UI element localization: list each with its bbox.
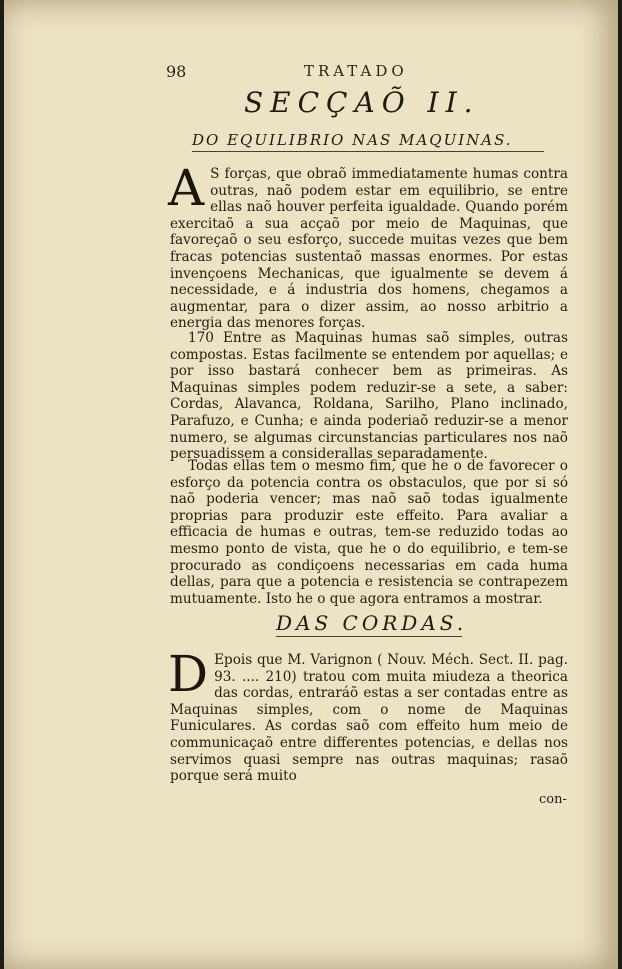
- paragraph-cordas-text: Epois que M. Varignon ( Nouv. Méch. Sect. II. pag. 93. .... 210) tratou com muita miudeza a theorica das cordas, entraráõ estas a ser contadas entre as Maquinas simples, com o nome de Maquinas Funiculares. As cordas saõ com effeito hum meio de communicaçaõ entre differentes potencias, e dellas nos servimos quasi sempre nas outras maquinas; rasaõ porque será muito: [170, 652, 568, 785]
- paragraph-cordas: [168, 645, 568, 785]
- paragraph-intro-text: S forças, que obraõ immediatamente humas contra outras, naõ podem estar em equilibrio, se entre ellas naõ houver perfeita igualdade. Quando porém exercitaõ a sua acçaõ por meio de Maquinas, que favoreçaõ o seu esforço, succede muitas vezes que bem fracas potencias sustentaõ massas enormes. Por estas invençoens Mechanicas, que igualmente se devem á necessidade, e á industria dos homens, chegamos a augmentar, para o dizer assim, ao nosso arbitrio a energia das menores forças.: [170, 166, 568, 332]
- page-number: 98: [166, 62, 187, 81]
- catchword: con-: [539, 792, 567, 807]
- drop-cap-a: A: [168, 159, 205, 217]
- paragraph-170: [170, 330, 568, 463]
- book-page: [4, 0, 618, 969]
- drop-cap-d: D: [168, 645, 209, 703]
- section-heading-cordas: DAS CORDAS.: [276, 611, 468, 635]
- paragraph-fim-text: Todas ellas tem o mesmo fim, que he o de favorecer o esforço da potencia contra os obstaculos, que por si só naõ poderia vencer; mas naõ saõ todas igualmente proprias para produzir este effeito. Para avaliar a efficacia de humas e outras, tem-se reduzido todas ao mesmo ponto de vista, que he o do equilibrio, e tem-se procurado as condiçoens necessarias em cada huma dellas, para que a potencia e resistencia se contrapezem mutuamente. Isto he o que agora entramos a mostrar.: [170, 458, 568, 607]
- subtitle-rule: [192, 151, 544, 152]
- running-head: TRATADO: [304, 62, 408, 80]
- section-subtitle: DO EQUILIBRIO NAS MAQUINAS.: [192, 131, 513, 149]
- paragraph-intro: [168, 159, 568, 332]
- heading-rule: [276, 636, 462, 637]
- paragraph-170-text: 170 Entre as Maquinas humas saõ simples, outras compostas. Estas facilmente se entendem por aquellas; e por isso bastará conhecer bem as primeiras. As Maquinas simples podem reduzir-se a sete, a saber: Cordas, Alavanca, Roldana, Sarilho, Plano inclinado, Parafuzo, e Cunha; e ainda poderiaõ reduzir-se a menor numero, se algumas circunstancias particulares nos naõ persuadissem a considerallas separadamente.: [170, 330, 568, 463]
- section-title: SECÇAÕ II.: [244, 86, 480, 119]
- paragraph-fim: [170, 458, 568, 607]
